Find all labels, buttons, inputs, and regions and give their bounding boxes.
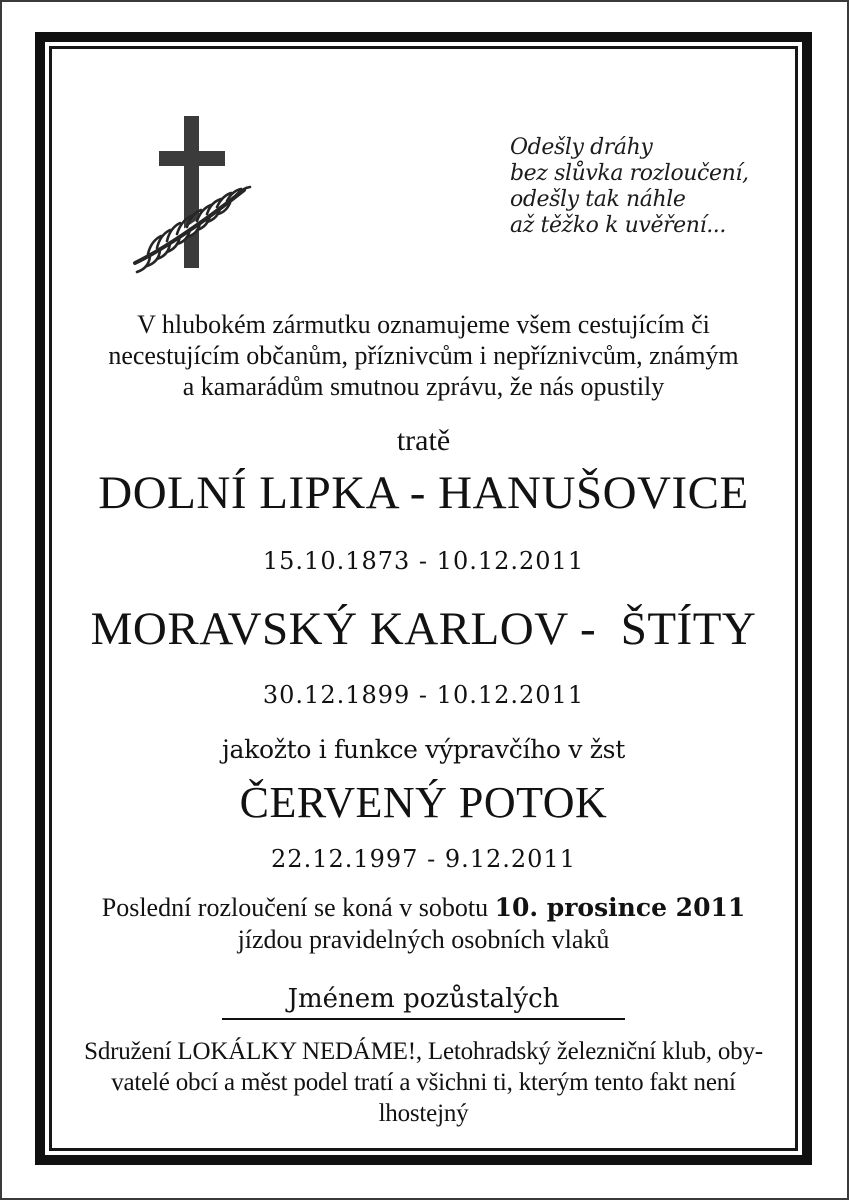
signature-heading-text: Jménem pozůstalých — [222, 984, 626, 1020]
railway-line-name: DOLNÍ LIPKA - HANUŠOVICE — [98, 467, 749, 519]
station-name: ČERVENÝ POTOK — [239, 778, 608, 827]
announcement-line: V hlubokém zármutku oznamujeme všem cestujícím či — [137, 310, 710, 339]
signature-heading — [52, 984, 795, 1020]
farewell-poem — [510, 135, 749, 239]
signatories-line: vatelé obcí a měst podel tratí a všichni ti, kterým tento fakt není — [111, 1069, 736, 1096]
railway-line-dates: 30.12.1899 - 10.12.2011 — [262, 681, 585, 709]
notice-header — [52, 49, 795, 299]
poem-line: odešly tak náhle — [510, 187, 686, 212]
railway-line-dates: 15.10.1873 - 10.12.2011 — [262, 547, 585, 575]
farewell-date: 10. prosince 2011 — [494, 893, 746, 922]
farewell-info — [52, 892, 795, 956]
poem-line: Odešly dráhy — [510, 135, 653, 160]
farewell-line-1 — [52, 892, 795, 924]
notice-content — [52, 49, 795, 1148]
also-function-line: jakožto i funkce výpravčího v žst — [222, 735, 625, 764]
railway-line-name: MORAVSKÝ KARLOV - ŠTÍTY — [90, 603, 757, 655]
farewell-line-2: jízdou pravidelných osobních vlaků — [237, 925, 610, 954]
farewell-prefix: Poslední rozloučení se koná v sobotu — [101, 893, 495, 922]
inner-frame — [49, 46, 798, 1151]
announcement-line: necestujícím občanům, příznivcům i nepříznivcům, známým — [108, 341, 739, 370]
category-label: tratě — [396, 424, 451, 457]
station-dates: 22.12.1997 - 9.12.2011 — [271, 845, 576, 873]
signatories-line: lhostejný — [378, 1100, 469, 1127]
cross-palm-branch-icon — [128, 113, 254, 293]
outer-frame — [35, 32, 812, 1165]
poem-line: bez slůvka rozloučení, — [510, 161, 749, 186]
announcement-line: a kamarádům smutnou zprávu, že nás opustily — [182, 372, 665, 401]
signatories-paragraph — [62, 1036, 785, 1129]
signatories-line: Sdružení LOKÁLKY NEDÁME!, Letohradský železniční klub, oby- — [84, 1038, 763, 1065]
poem-line: až těžko k uvěření... — [510, 213, 726, 238]
announcement-paragraph — [70, 309, 777, 402]
